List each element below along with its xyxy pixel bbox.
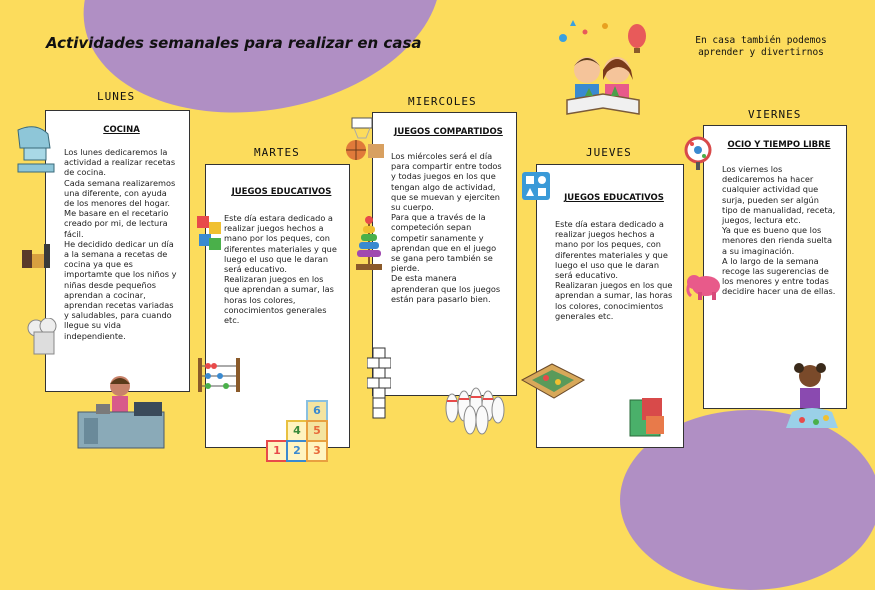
page-title: Actividades semanales para realizar en casa: [46, 34, 422, 52]
kitchen-supplies-icon: [18, 234, 54, 270]
cooking-kitchen-illustration: [76, 372, 166, 450]
day-label-viernes: VIERNES: [748, 108, 802, 121]
puzzle-box-icon: [628, 396, 672, 438]
day-label-martes: MARTES: [254, 146, 300, 159]
number-block: 2: [286, 440, 308, 462]
number-block: 5: [306, 420, 328, 442]
number-block: 6: [306, 400, 328, 422]
day-label-lunes: LUNES: [97, 90, 136, 103]
card-body: Este día estara dedicado a realizar juegos hechos a mano por los peques, con diferentes materiales y que luego el uso que le daran será educativo. Realizaran juegos en los que aprendan a sumar, las horas los colores, conocimientos generales etc.: [224, 213, 337, 326]
card-body: Los viernes los dedicaremos ha hacer cualquier actividad que surja, pueden ser algún tipo de manualidad, receta, juegos, lectura etc. Ya que es bueno que los menores den rienda suelta a su imaginación. A lo largo de la semana recoge las sugerencias de los menores y entre todas decidire hacer una de ellas.: [722, 164, 836, 297]
card-heading: COCINA: [103, 125, 140, 135]
day-label-jueves: JUEVES: [586, 146, 632, 159]
spinning-wheel-icon: [684, 136, 714, 172]
kids-reading-illustration: [545, 14, 665, 124]
abacus-icon: [194, 356, 244, 394]
child-painting-illustration: [782, 362, 844, 434]
number-blocks: [264, 400, 330, 460]
elephant-toy-icon: [686, 272, 722, 302]
hopscotch-icon: [367, 346, 391, 420]
card-body: Los lunes dedicaremos la actividad a realizar recetas de cocina. Cada semana realizaremos una diferente, con ayuda de los menores del hogar. Me basare en el recetario creado por mi, de lectura fácil. He decidido dedicar un día a la semana a recetas de cocina ya que es importamte que los niños y niñas desde pequeños aprendan a cocinar, aprendan recetas variadas y saludables, para cuando llegue su vida independiente.: [64, 147, 177, 341]
number-block: 3: [306, 440, 328, 462]
card-heading: OCIO Y TIEMPO LIBRE: [727, 140, 831, 150]
card-body: Este día estara dedicado a realizar juegos hechos a mano por los peques, con diferentes materiales y que luego el uso que le daran será educativo. Realizaran juegos en los que aprendan a sumar, las horas los colores, conocimientos generales etc.: [555, 219, 673, 321]
card-heading: JUEGOS EDUCATIVOS: [231, 187, 332, 197]
card-miercoles: [372, 112, 517, 396]
puzzle-pieces-icon: [193, 212, 225, 254]
tagline: En casa también podemos aprender y divertirnos: [695, 35, 827, 58]
card-lunes: [45, 110, 190, 392]
card-heading: JUEGOS EDUCATIVOS: [564, 193, 664, 203]
number-block: 1: [266, 440, 288, 462]
number-block: 4: [286, 420, 308, 442]
bowling-pins-icon: [438, 378, 510, 438]
day-label-miercoles: MIERCOLES: [408, 95, 477, 108]
chef-hat-icon: [26, 318, 60, 358]
card-body: Los miércoles será el día para compartir entre todos y todas juegos en los que tengan algo de actividad, que se muevan y ejerciten su cuerpo. Para que a través de la competeción sepan competir sanamente y aprendan que en el juego se gana pero también se pierde. De esta manera aprenderan que los juegos están para pasarlo bien.: [391, 151, 502, 304]
mixer-icon: [14, 124, 58, 174]
stacking-rings-toy-icon: [356, 214, 382, 272]
board-game-icon: [518, 360, 586, 400]
card-heading: JUEGOS COMPARTIDOS: [394, 127, 503, 137]
basketball-icon: [344, 116, 386, 162]
shapes-icon: [522, 172, 550, 200]
